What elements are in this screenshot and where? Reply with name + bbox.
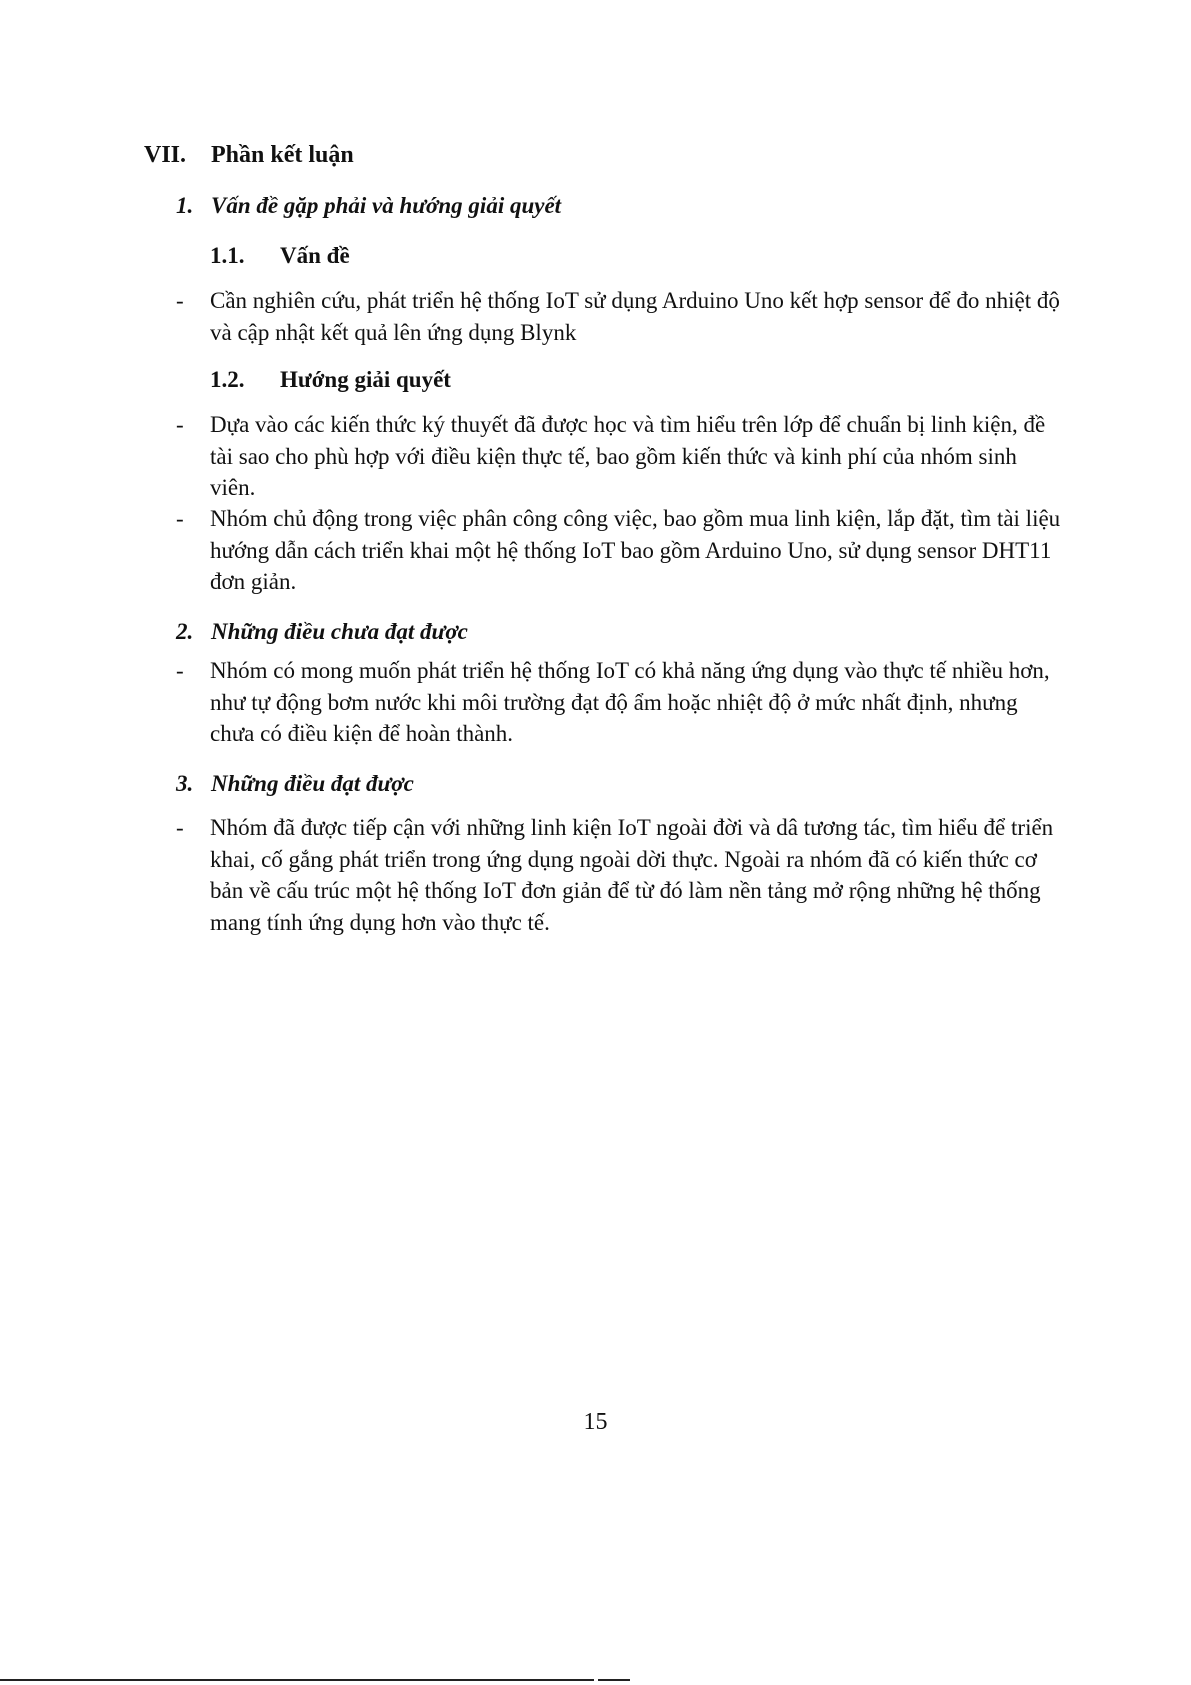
subsection-number: 2.: [176, 619, 194, 644]
footer-rule-segment: [598, 1679, 630, 1681]
subsubsection-title: Hướng giải quyết: [280, 367, 451, 392]
subsubsection-heading-1-2: [210, 367, 451, 393]
subsubsection-number: 1.2.: [210, 367, 245, 392]
subsection-title: Những điều đạt được: [211, 771, 414, 796]
bullet-text: Nhóm chủ động trong việc phân công công việc, bao gồm mua linh kiện, lắp đặt, tìm tài liệu hướng dẫn cách triển khai một hệ thống IoT bao gồm Arduino Uno, sử dụng sensor DHT11 đơn giản.: [210, 506, 1061, 594]
subsection-heading-2: [176, 619, 468, 645]
subsection-number: 3.: [176, 771, 194, 796]
section-title: Phần kết luận: [211, 142, 354, 168]
bullet-dash: -: [176, 506, 184, 531]
bullet-item: [176, 285, 1066, 348]
subsection-title: Những điều chưa đạt được: [211, 619, 468, 644]
bullet-dash: -: [176, 288, 184, 313]
subsubsection-number: 1.1.: [210, 243, 245, 268]
page-number: 15: [583, 1409, 608, 1435]
subsubsection-heading-1-1: [210, 243, 350, 269]
subsection-heading-1: [176, 193, 561, 219]
bullet-dash: -: [176, 658, 184, 683]
footer-rule: [0, 1679, 594, 1681]
subsubsection-title: Vấn đề: [280, 243, 350, 268]
bullet-item: [176, 409, 1066, 504]
subsection-heading-3: [176, 771, 414, 797]
subsection-number: 1.: [176, 193, 194, 218]
bullet-item: [176, 503, 1066, 598]
bullet-text: Nhóm đã được tiếp cận với những linh kiện IoT ngoài đời và dâ tương tác, tìm hiểu để triển khai, cố gắng phát triển trong ứng dụng ngoài dời thực. Ngoài ra nhóm đã có kiến thức cơ bản về cấu trúc một hệ thống IoT đơn giản để từ đó làm nền tảng mở rộng những hệ thống mang tính ứng dụng hơn vào thực tế.: [210, 815, 1054, 935]
bullet-dash: -: [176, 815, 184, 840]
bullet-dash: -: [176, 412, 184, 437]
bullet-text: Cần nghiên cứu, phát triển hệ thống IoT sử dụng Arduino Uno kết hợp sensor để đo nhiệt độ và cập nhật kết quả lên ứng dụng Blynk: [210, 288, 1060, 345]
bullet-text: Nhóm có mong muốn phát triển hệ thống IoT có khả năng ứng dụng vào thực tế nhiều hơn, như tự động bơm nước khi môi trường đạt độ ẩm hoặc nhiệt độ ở mức nhất định, nhưng chưa có điều kiện để hoàn thành.: [210, 658, 1050, 746]
bullet-item: [176, 655, 1066, 750]
bullet-item: [176, 812, 1066, 938]
subsection-title: Vấn đề gặp phải và hướng giải quyết: [211, 193, 562, 218]
section-number: VII.: [144, 142, 187, 168]
bullet-text: Dựa vào các kiến thức ký thuyết đã được học và tìm hiểu trên lớp để chuẩn bị linh kiện, đề tài sao cho phù hợp với điều kiện thực tế, bao gồm kiến thức và kinh phí của nhóm sinh viên.: [210, 412, 1046, 500]
